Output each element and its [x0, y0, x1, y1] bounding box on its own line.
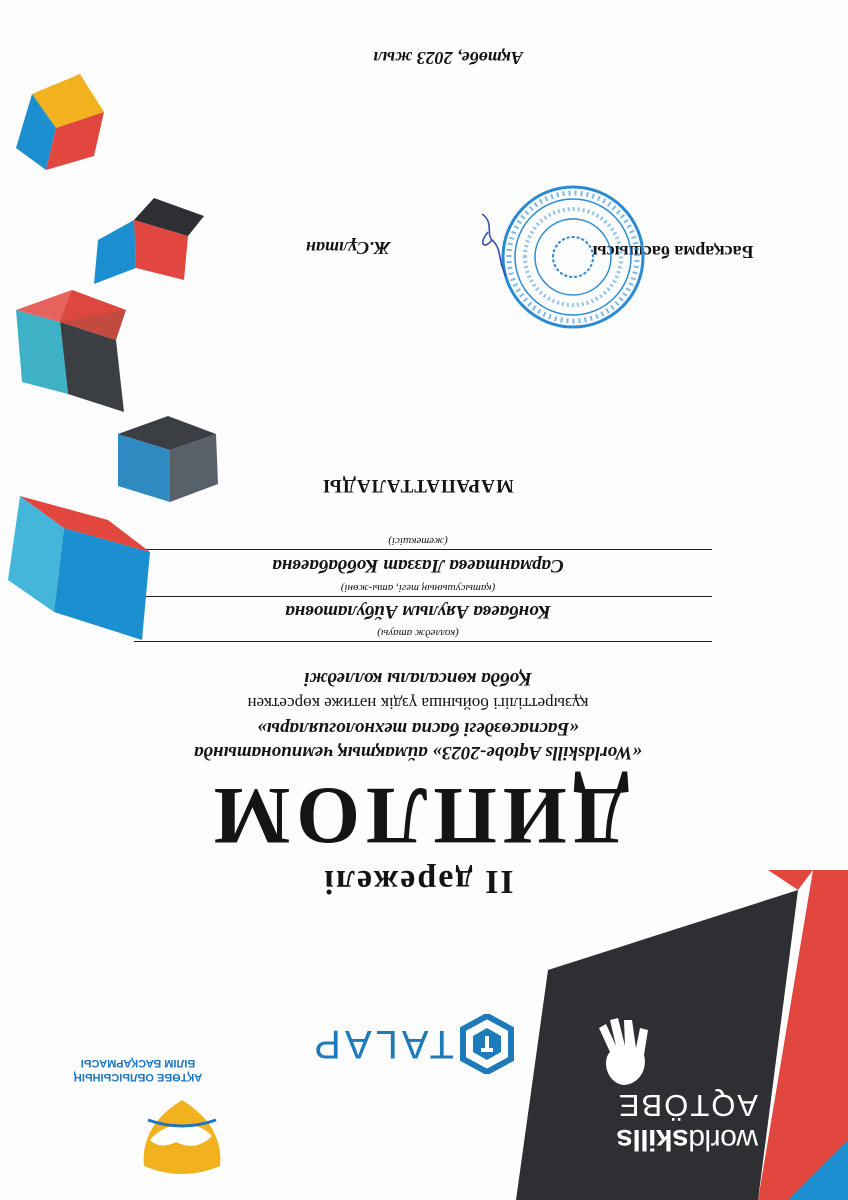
college-caption: (колледж атауы): [377, 627, 459, 639]
head-name: Ж.Сұлтан: [305, 238, 391, 258]
decorative-cubes: [0, 0, 218, 640]
mentor-underline: [134, 549, 712, 550]
worldskills-wordmark: worldskills: [616, 1123, 758, 1156]
mentor-caption: (жетекшісі): [388, 535, 448, 547]
talap-logo: [310, 1014, 514, 1074]
college-name: Қобда көпсалалы колледжі: [304, 668, 532, 689]
talap-wordmark: TALAP: [310, 1022, 454, 1066]
oblast-line-1: АҚТӨБЕ ОБЛЫСЫНЫҢ: [73, 1071, 203, 1083]
mentor-name: Сармантаева Лаззат Кобдабаевна: [272, 555, 564, 576]
competence-line: «Баспасөздегі баспа технологиялары»: [257, 718, 579, 739]
worldskills-city: AQTÖBE: [616, 1088, 758, 1123]
oblast-education-logo: [38, 982, 238, 1102]
oblast-name: [38, 1056, 238, 1084]
result-line: құзыреттілігі бойынша үздік нәтиже көрсеткен: [247, 694, 589, 713]
worldskills-logo-text: [578, 1088, 758, 1154]
city-year: Ақтөбе, 2023 жыл: [373, 48, 523, 68]
official-stamp-icon: [498, 182, 648, 332]
participant-caption: (қатысушының тегі, аты-жөні): [340, 582, 496, 594]
cube-small-red: [94, 198, 204, 284]
degree-label: ІІ дәрежелі: [322, 863, 514, 900]
cube-small-yellow: [16, 74, 104, 170]
cube-medium-left: [16, 290, 126, 412]
cube-small-grey: [118, 416, 218, 502]
worldskills-hand-icon: [588, 1005, 658, 1090]
participant-underline: [134, 596, 712, 597]
college-underline: [134, 641, 712, 642]
oblast-line-2: БІЛІМ БАСҚАРМАСЫ: [80, 1057, 196, 1069]
signature-mark: [472, 210, 512, 280]
head-role: Басқарма басшысы: [592, 242, 754, 262]
header-band: [0, 870, 848, 1200]
diploma-title: ДИПЛОМ: [206, 771, 630, 862]
participant-name: Конбаева Аяулым Айбулатовна: [285, 601, 551, 622]
championship-line: «Worldskills Aqtobe-2023» аймақтық чемпионатында: [194, 742, 642, 763]
cube-large-top: [8, 496, 150, 640]
talap-hexagon-icon: [460, 1014, 514, 1074]
awarded-label: МАРАПАТТАЛАДЫ: [322, 475, 514, 496]
oblast-emblem-icon: [138, 1096, 226, 1176]
